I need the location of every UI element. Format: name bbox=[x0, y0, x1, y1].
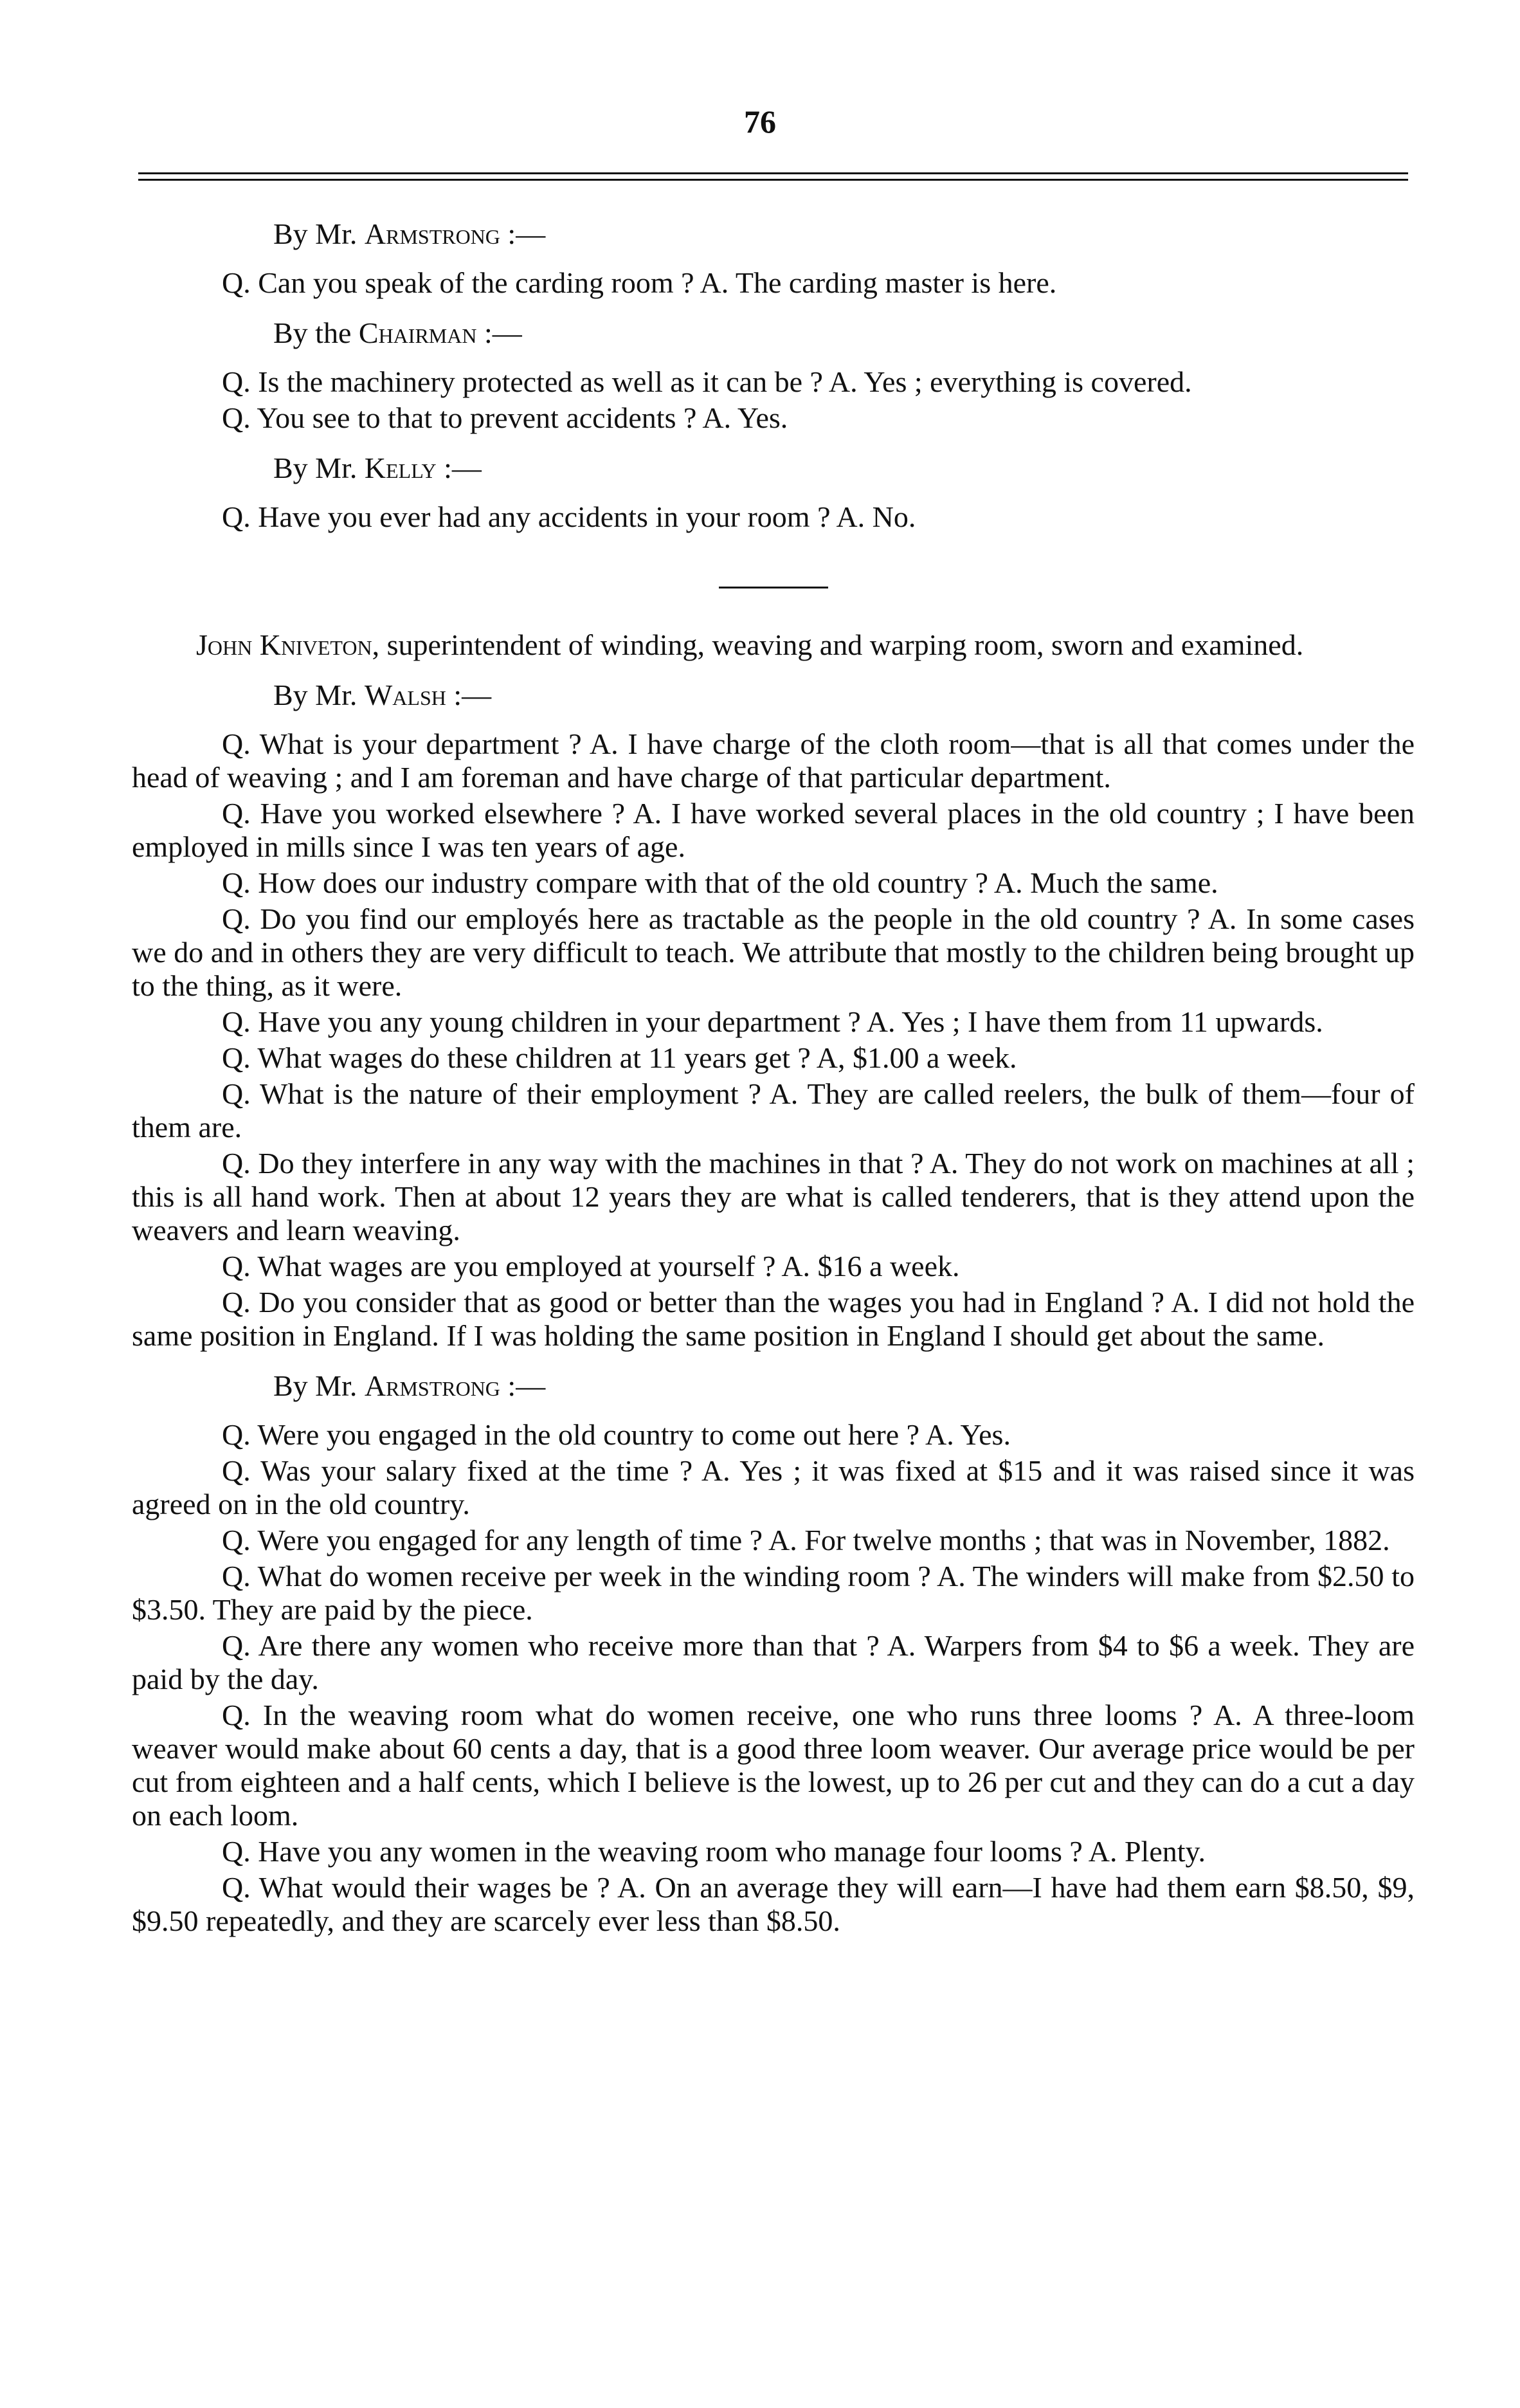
qa-paragraph: Q. Do you consider that as good or better than the wages you had in England ? A. I did not hold the same position in England. If I was holding the same position in England I should get about the same. bbox=[132, 1286, 1415, 1352]
qa-paragraph: Q. Is the machinery protected as well as it can be ? A. Yes ; everything is covered. bbox=[222, 365, 1192, 398]
speaker-name: Armstrong bbox=[364, 1369, 500, 1402]
qa-paragraph: Q. Do you find our employés here as tractable as the people in the old country ? A. In some cases we do and in others they are very difficult to teach. We attribute that mostly to the children being brought up to the thing, as it were. bbox=[132, 902, 1415, 1002]
qa-paragraph: Q. What is the nature of their employment ? A. They are called reelers, the bulk of them—four of them are. bbox=[132, 1077, 1415, 1144]
speaker-heading bbox=[273, 217, 1415, 251]
qa-paragraph: Q. Do they interfere in any way with the machines in that ? A. They do not work on machines at all ; this is all hand work. Then at about 12 years they are what is called tenderers, that is they attend upon the weavers and learn weaving. bbox=[132, 1147, 1415, 1246]
qa-paragraph: Q. Have you any young children in your department ? A. Yes ; I have them from 11 upwards. bbox=[222, 1005, 1323, 1038]
qa-paragraph: Q. What wages do these children at 11 years get ? A, $1.00 a week. bbox=[222, 1041, 1017, 1074]
qa-paragraph: Q. In the weaving room what do women receive, one who runs three looms ? A. A three-loom weaver would make about 60 cents a day, that is a good three loom weaver. Our average price would be per cut from eighteen and a half cents, which I believe is the lowest, up to 26 per cut and they can do a cut a day on each loom. bbox=[132, 1699, 1415, 1832]
speaker-prefix: By Mr. bbox=[273, 679, 365, 711]
speaker-heading bbox=[273, 1369, 1415, 1403]
qa-paragraph: Q. What wages are you employed at yourself ? A. $16 a week. bbox=[222, 1250, 960, 1282]
witness-intro bbox=[132, 628, 1415, 662]
qa-paragraph: Q. Were you engaged for any length of time ? A. For twelve months ; that was in November, 1882. bbox=[222, 1524, 1390, 1556]
speaker-heading bbox=[273, 452, 1415, 485]
speaker-name: Walsh bbox=[364, 679, 446, 711]
qa-paragraph: Q. Was your salary fixed at the time ? A. Yes ; it was fixed at $15 and it was raised since it was agreed on in the old country. bbox=[132, 1454, 1415, 1520]
header-rule bbox=[138, 172, 1408, 181]
qa-paragraph: Q. Have you worked elsewhere ? A. I have worked several places in the old country ; I have been employed in mills since I was ten years of age. bbox=[132, 797, 1415, 863]
speaker-name: Kelly bbox=[364, 452, 437, 484]
speaker-suffix: :— bbox=[436, 452, 482, 484]
witness-name: John Kniveton bbox=[196, 628, 372, 661]
speaker-heading bbox=[273, 316, 1415, 350]
qa-paragraph: Q. What is your department ? A. I have charge of the cloth room—that is all that comes under the head of weaving ; and I am foreman and have charge of that particular department. bbox=[132, 727, 1415, 794]
qa-paragraph: Q. How does our industry compare with that of the old country ? A. Much the same. bbox=[222, 866, 1218, 899]
speaker-prefix: By Mr. bbox=[273, 1369, 365, 1402]
speaker-prefix: By Mr. bbox=[273, 217, 365, 250]
speaker-heading bbox=[273, 679, 1415, 712]
speaker-prefix: By Mr. bbox=[273, 452, 365, 484]
witness-description: , superintendent of winding, weaving and warping room, sworn and examined. bbox=[372, 628, 1304, 661]
speaker-name: Chairman bbox=[358, 316, 477, 349]
qa-paragraph: Q. Have you ever had any accidents in your room ? A. No. bbox=[222, 500, 916, 533]
qa-paragraph: Q. Have you any women in the weaving room who manage four looms ? A. Plenty. bbox=[222, 1835, 1206, 1868]
speaker-suffix: :— bbox=[476, 316, 522, 349]
speaker-name: Armstrong bbox=[364, 217, 500, 250]
qa-paragraph: Q. What would their wages be ? A. On an average they will earn—I have had them earn $8.50, $9, $9.50 repeatedly, and they are scarcely ever less than $8.50. bbox=[132, 1871, 1415, 1937]
speaker-prefix: By the bbox=[273, 316, 359, 349]
page-body bbox=[132, 212, 1415, 1938]
qa-paragraph: Q. What do women receive per week in the winding room ? A. The winders will make from $2.50 to $3.50. They are paid by the piece. bbox=[132, 1560, 1415, 1626]
qa-paragraph: Q. Can you speak of the carding room ? A. The carding master is here. bbox=[222, 266, 1057, 299]
speaker-suffix: :— bbox=[446, 679, 492, 711]
section-divider bbox=[719, 587, 828, 588]
qa-paragraph: Q. You see to that to prevent accidents ? A. Yes. bbox=[222, 401, 788, 434]
speaker-suffix: :— bbox=[500, 217, 546, 250]
qa-paragraph: Q. Are there any women who receive more than that ? A. Warpers from $4 to $6 a week. They are paid by the day. bbox=[132, 1629, 1415, 1695]
page-number: 76 bbox=[744, 104, 776, 140]
qa-paragraph: Q. Were you engaged in the old country to come out here ? A. Yes. bbox=[222, 1418, 1011, 1451]
speaker-suffix: :— bbox=[500, 1369, 546, 1402]
